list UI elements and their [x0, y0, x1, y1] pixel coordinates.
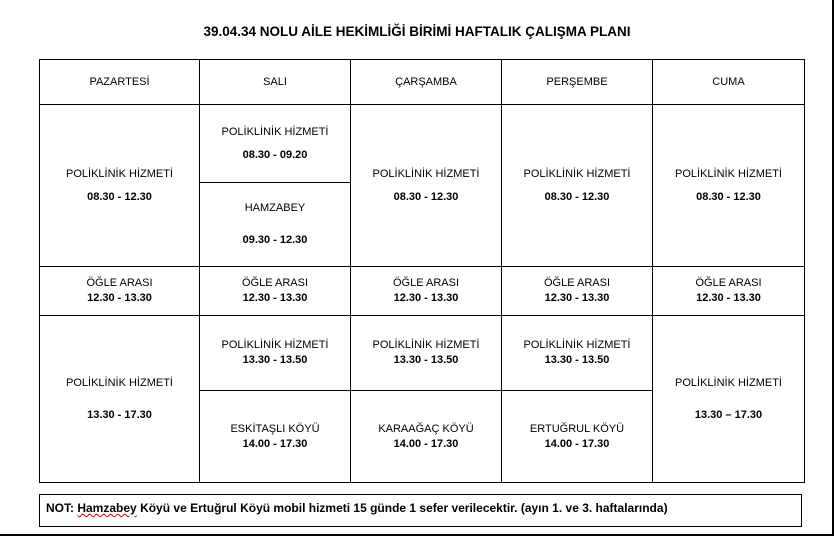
page-title: 39.04.34 NOLU AİLE HEKİMLİĞİ BİRİMİ HAFTALIK ÇALIŞMA PLANI	[203, 24, 631, 39]
morning-tuesday-top-label: POLİKLİNİK HİZMETİ	[221, 125, 329, 138]
morning-wednesday-label: POLİKLİNİK HİZMETİ	[372, 167, 480, 180]
note-box	[39, 494, 802, 527]
lunch-tuesday-time: 12.30 - 13.30	[242, 292, 308, 304]
afternoon-wednesday-top-time: 13.30 - 13.50	[393, 354, 459, 366]
lunch-friday	[653, 267, 805, 316]
lunch-row	[40, 267, 805, 316]
day-header-thursday: PERŞEMBE	[502, 60, 653, 105]
afternoon-tuesday-bottom-time: 14.00 - 17.30	[242, 437, 308, 450]
lunch-monday-time: 12.30 - 13.30	[87, 292, 152, 304]
afternoon-tuesday-bottom	[200, 391, 351, 483]
afternoon-wednesday-bottom	[351, 391, 502, 483]
day-header-tuesday: SALI	[200, 60, 351, 105]
morning-wednesday-time: 08.30 - 12.30	[393, 190, 459, 203]
lunch-wednesday	[351, 267, 502, 316]
morning-row-1	[40, 105, 805, 183]
morning-tuesday-bottom	[200, 183, 351, 267]
morning-thursday-time: 08.30 - 12.30	[544, 190, 610, 203]
morning-monday-time: 08.30 - 12.30	[87, 190, 152, 203]
header-row	[40, 60, 805, 105]
day-header-monday: PAZARTESİ	[40, 60, 200, 105]
note-text: Köyü ve Ertuğrul Köyü mobil hizmeti 15 günde 1 sefer verilecektir. (ayın 1. ve 3. haftalarında)	[140, 501, 668, 515]
morning-wednesday	[351, 105, 502, 267]
afternoon-row-1	[40, 316, 805, 391]
lunch-tuesday-label: ÖĞLE ARASI	[241, 277, 309, 289]
morning-thursday	[502, 105, 653, 267]
morning-tuesday-bottom-label: HAMZABEY	[244, 202, 306, 214]
afternoon-wednesday-bottom-label: KARAAĞAÇ KÖYÜ	[378, 422, 474, 435]
lunch-tuesday	[200, 267, 351, 316]
lunch-monday	[40, 267, 200, 316]
morning-monday	[40, 105, 200, 267]
morning-friday-time: 08.30 - 12.30	[696, 190, 761, 203]
morning-thursday-label: POLİKLİNİK HİZMETİ	[523, 167, 631, 180]
lunch-thursday-time: 12.30 - 13.30	[544, 292, 610, 304]
day-header-wednesday: ÇARŞAMBA	[351, 60, 502, 105]
afternoon-tuesday-top-label: POLİKLİNİK HİZMETİ	[221, 339, 329, 351]
afternoon-thursday-top	[502, 316, 653, 391]
lunch-wednesday-label: ÖĞLE ARASI	[392, 277, 460, 289]
note-prefix: NOT:	[46, 501, 74, 515]
afternoon-friday-label: POLİKLİNİK HİZMETİ	[675, 376, 782, 389]
lunch-monday-label: ÖĞLE ARASI	[86, 277, 153, 289]
afternoon-monday-time: 13.30 - 17.30	[87, 408, 152, 421]
afternoon-monday	[40, 316, 200, 483]
afternoon-tuesday-top-time: 13.30 - 13.50	[242, 354, 308, 366]
afternoon-wednesday-top-label: POLİKLİNİK HİZMETİ	[372, 339, 480, 351]
morning-friday	[653, 105, 805, 267]
note-hamzabey: Hamzabey	[77, 501, 137, 515]
afternoon-tuesday-top	[200, 316, 351, 391]
morning-tuesday-top-time: 08.30 - 09.20	[242, 148, 308, 161]
afternoon-thursday-bottom	[502, 391, 653, 483]
day-header-friday: CUMA	[653, 60, 805, 105]
morning-tuesday-bottom-time: 09.30 - 12.30	[242, 234, 308, 246]
afternoon-thursday-top-time: 13.30 - 13.50	[544, 354, 610, 366]
afternoon-wednesday-bottom-time: 14.00 - 17.30	[393, 437, 459, 450]
afternoon-thursday-bottom-label: ERTUĞRUL KÖYÜ	[529, 422, 625, 435]
afternoon-friday	[653, 316, 805, 483]
afternoon-thursday-bottom-time: 14.00 - 17.30	[544, 437, 610, 450]
afternoon-thursday-top-label: POLİKLİNİK HİZMETİ	[523, 339, 631, 351]
afternoon-friday-time: 13.30 – 17.30	[694, 408, 763, 421]
afternoon-wednesday-top	[351, 316, 502, 391]
lunch-thursday	[502, 267, 653, 316]
morning-friday-label: POLİKLİNİK HİZMETİ	[675, 167, 782, 180]
morning-tuesday-top	[200, 105, 351, 183]
lunch-friday-time: 12.30 - 13.30	[696, 292, 761, 304]
lunch-thursday-label: ÖĞLE ARASI	[543, 277, 611, 289]
weekly-plan-table	[39, 59, 805, 483]
lunch-wednesday-time: 12.30 - 13.30	[393, 292, 459, 304]
afternoon-monday-label: POLİKLİNİK HİZMETİ	[66, 376, 173, 389]
morning-monday-label: POLİKLİNİK HİZMETİ	[66, 167, 173, 180]
lunch-friday-label: ÖĞLE ARASI	[695, 277, 762, 289]
afternoon-tuesday-bottom-label: ESKİTAŞLI KÖYÜ	[230, 422, 320, 435]
